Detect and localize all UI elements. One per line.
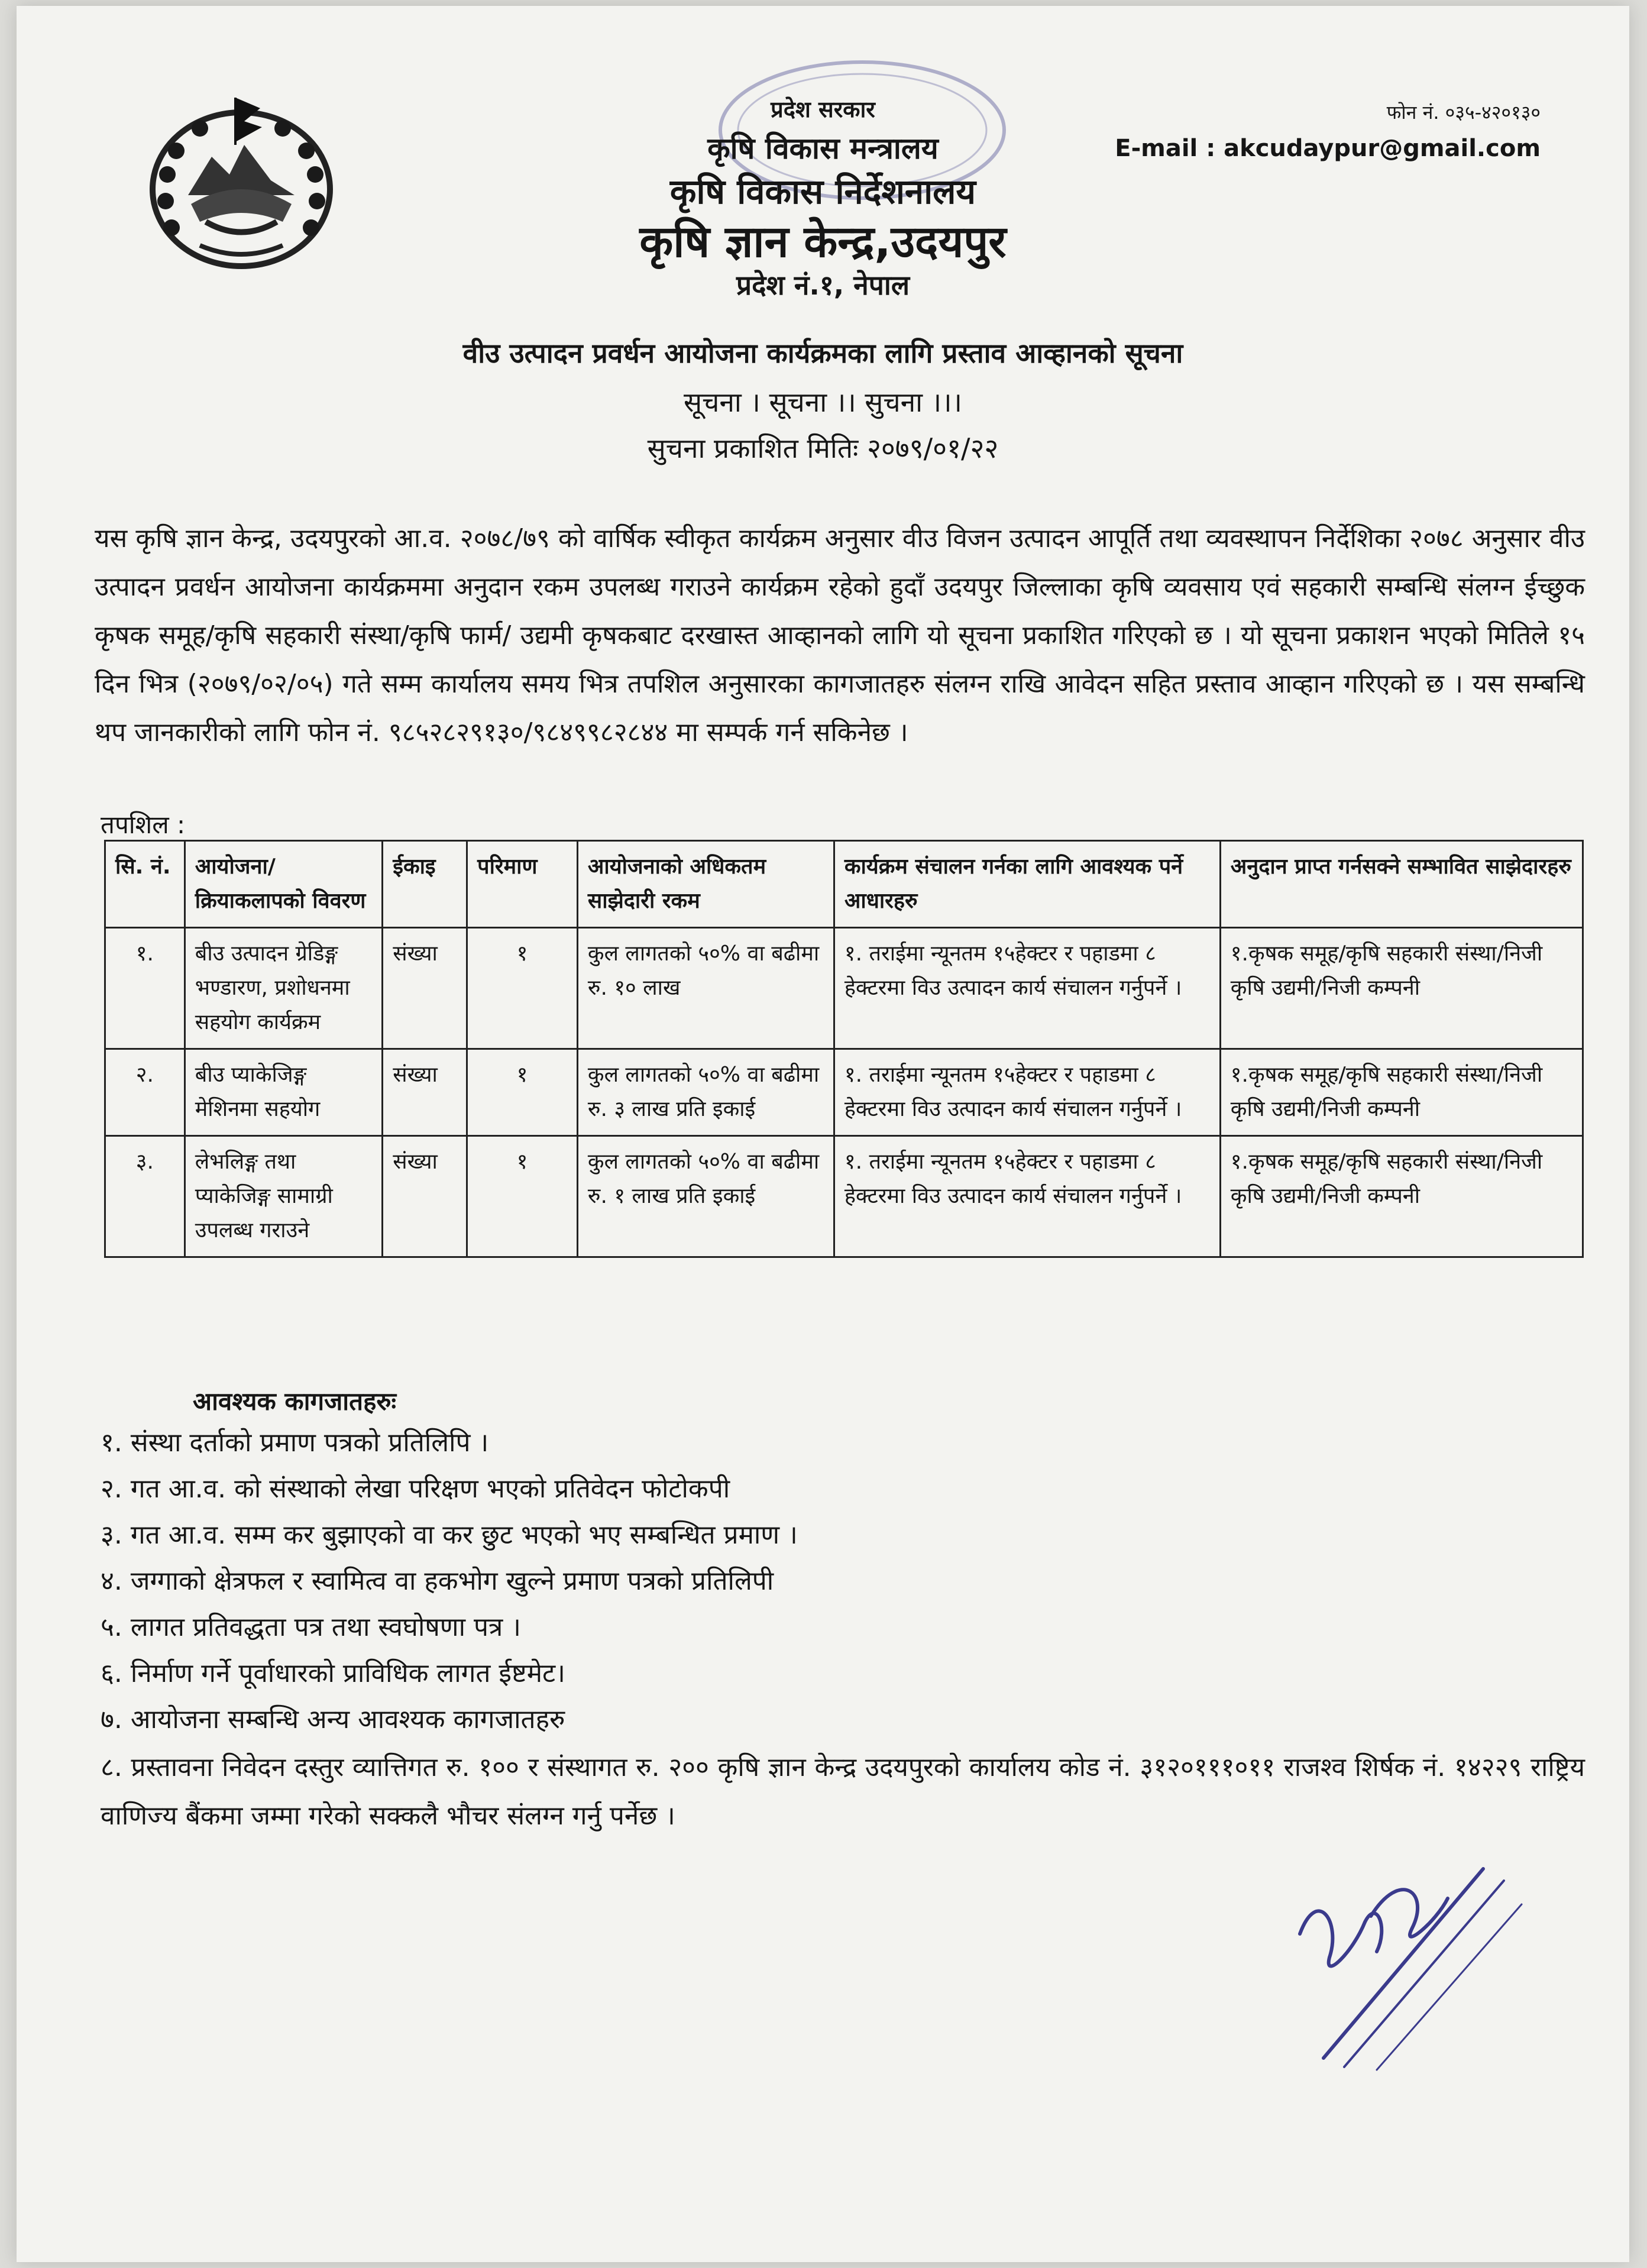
cell-basis: १. तराईमा न्यूनतम १५हेक्टर र पहाडमा ८ हेक्टरमा विउ उत्पादन कार्य संचालन गर्नुपर्ने । <box>834 1049 1220 1136</box>
documents-list <box>101 1421 1585 1842</box>
details-table <box>104 840 1584 1258</box>
documents-heading: आवश्यक कागजातहरुः <box>193 1387 397 1416</box>
cell-partners: १.कृषक समूह/कृषि सहकारी संस्था/निजी कृषि उद्यमी/निजी कम्पनी <box>1220 928 1583 1049</box>
cell-amount: कुल लागतको ५०% वा बढीमा रु. ३ लाख प्रति इकाई <box>577 1049 834 1136</box>
col-header-unit: ईकाइ <box>383 841 467 928</box>
list-item: ६. निर्माण गर्ने पूर्वाधारको प्राविधिक लागत ईष्टमेट। <box>101 1658 565 1688</box>
col-header-qty: परिमाण <box>467 841 578 928</box>
cell-unit: संख्या <box>383 1136 467 1257</box>
cell-unit: संख्या <box>383 928 467 1049</box>
cell-basis: १. तराईमा न्यूनतम १५हेक्टर र पहाडमा ८ हेक्टरमा विउ उत्पादन कार्य संचालन गर्नुपर्ने । <box>834 928 1220 1049</box>
cell-unit: संख्या <box>383 1049 467 1136</box>
list-item: २. गत आ.व. को संस्थाको लेखा परिक्षण भएको प्रतिवेदन फोटोकपी <box>101 1474 730 1504</box>
notice-document <box>17 6 1629 2262</box>
notice-repeat: सूचना । सूचना ।। सुचना ।।। <box>684 386 962 418</box>
cell-project: लेभलिङ्ग तथा प्याकेजिङ्ग सामाग्री उपलब्ध गराउने <box>185 1136 383 1257</box>
tapasil-label: तपशिल : <box>101 810 186 839</box>
cell-partners: १.कृषक समूह/कृषि सहकारी संस्था/निजी कृषि उद्यमी/निजी कम्पनी <box>1220 1136 1583 1257</box>
list-item: १. संस्था दर्ताको प्रमाण पत्रको प्रतिलिपि । <box>101 1428 489 1458</box>
notice-body: यस कृषि ज्ञान केन्द्र, उदयपुरको आ.व. २०७८/७९ को वार्षिक स्वीकृत कार्यक्रम अनुसार वीउ विजन उत्पादन आपूर्ति तथा व्यवस्थापन निर्देशिका २०७८ अनुसार वीउ उत्पादन प्रवर्धन आयोजना कार्यक्रममा अनुदान रकम उपलब्ध गराउने कार्यक्रम रहेको हुदाँ उदयपुर जिल्लाका कृषि व्यवसाय एवं सहकारी सम्बन्धि संलग्न ईच्छुक कृषक समूह/कृषि सहकारी संस्था/कृषि फार्म/ उद्यमी कृषकबाट दरखास्त आव्हानको लागि यो सूचना प्रकाशित गरिएको छ । यो सूचना प्रकाशन भएको मितिले १५ दिन भित्र (२०७९/०२/०५) गते सम्म कार्यालय समय भित्र तपशिल अनुसारका कागजातहरु संलग्न राखि आवेदन सहित प्रस्ताव आव्हान गरिएको छ । यस सम्बन्धि थप जानकारीको लागि फोन नं. ९८५२८२९१३०/९८४९९८२८४४ मा सम्पर्क गर्न सकिनेछ । <box>95 523 1585 748</box>
cell-project: बीउ उत्पादन ग्रेडिङ्ग भण्डारण, प्रशोधनमा सहयोग कार्यक्रम <box>185 928 383 1049</box>
col-header-project: आयोजना/ क्रियाकलापको विवरण <box>185 841 383 928</box>
header-office-name: कृषि ज्ञान केन्द्र,उदयपुर <box>639 216 1007 267</box>
table-header-row <box>105 841 1583 928</box>
header-province-govt: प्रदेश सरकार <box>771 96 875 122</box>
cell-project: बीउ प्याकेजिङ्ग मेशिनमा सहयोग <box>185 1049 383 1136</box>
cell-amount: कुल लागतको ५०% वा बढीमा रु. १० लाख <box>577 928 834 1049</box>
list-item: ८. प्रस्तावना निवेदन दस्तुर व्यात्तिगत रु. १०० र संस्थागत रु. २०० कृषि ज्ञान केन्द्र उदयपुरको कार्यालय कोड नं. ३१२०१११०११ राजश्व शिर्षक नं. १४२२९ राष्ट्रिय वाणिज्य बैंकमा जम्मा गरेको सक्कलै भौचर संलग्न गर्नु पर्नेछ । <box>101 1752 1585 1831</box>
cell-qty: १ <box>467 1049 578 1136</box>
table-row <box>105 1049 1583 1136</box>
col-header-basis: कार्यक्रम संचालन गर्नका लागि आवश्यक पर्ने आधारहरु <box>834 841 1220 928</box>
list-item: ३. गत आ.व. सम्म कर बुझाएको वा कर छुट भएको भए सम्बन्धित प्रमाण । <box>101 1520 798 1550</box>
header-address: प्रदेश नं.१, नेपाल <box>736 269 910 301</box>
list-item: ४. जग्गाको क्षेत्रफल र स्वामित्व वा हकभोग खुल्ने प्रमाण पत्रको प्रतिलिपी <box>101 1566 774 1596</box>
cell-sn: १. <box>105 928 185 1049</box>
contact-phone: फोन नं. ०३५-४२०१३० <box>1386 101 1541 124</box>
list-item: ५. लागत प्रतिवद्धता पत्र तथा स्वघोषणा पत्र । <box>101 1612 521 1642</box>
notice-title: वीउ उत्पादन प्रवर्धन आयोजना कार्यक्रमका लागि प्रस्ताव आव्हानको सूचना <box>462 337 1183 369</box>
col-header-partners: अनुदान प्राप्त गर्नसक्ने सम्भावित साझेदारहरु <box>1220 841 1583 928</box>
table-row <box>105 928 1583 1049</box>
cell-qty: १ <box>467 928 578 1049</box>
header-ministry: कृषि विकास मन्त्रालय <box>707 131 939 166</box>
handwritten-signature <box>1288 1833 1536 2082</box>
col-header-sn: सि. नं. <box>105 841 185 928</box>
cell-qty: १ <box>467 1136 578 1257</box>
header-directorate: कृषि विकास निर्देशनालय <box>669 172 976 212</box>
list-item: ७. आयोजना सम्बन्धि अन्य आवश्यक कागजातहरु <box>101 1704 565 1735</box>
notice-published-date: सुचना प्रकाशित मितिः २०७९/०१/२२ <box>647 432 999 464</box>
cell-partners: १.कृषक समूह/कृषि सहकारी संस्था/निजी कृषि उद्यमी/निजी कम्पनी <box>1220 1049 1583 1136</box>
cell-sn: ३. <box>105 1136 185 1257</box>
col-header-amount: आयोजनाको अधिकतम साझेदारी रकम <box>577 841 834 928</box>
cell-sn: २. <box>105 1049 185 1136</box>
cell-amount: कुल लागतको ५०% वा बढीमा रु. १ लाख प्रति इकाई <box>577 1136 834 1257</box>
contact-email: E-mail : akcudaypur@gmail.com <box>1115 135 1541 162</box>
table-row <box>105 1136 1583 1257</box>
cell-basis: १. तराईमा न्यूनतम १५हेक्टर र पहाडमा ८ हेक्टरमा विउ उत्पादन कार्य संचालन गर्नुपर्ने । <box>834 1136 1220 1257</box>
